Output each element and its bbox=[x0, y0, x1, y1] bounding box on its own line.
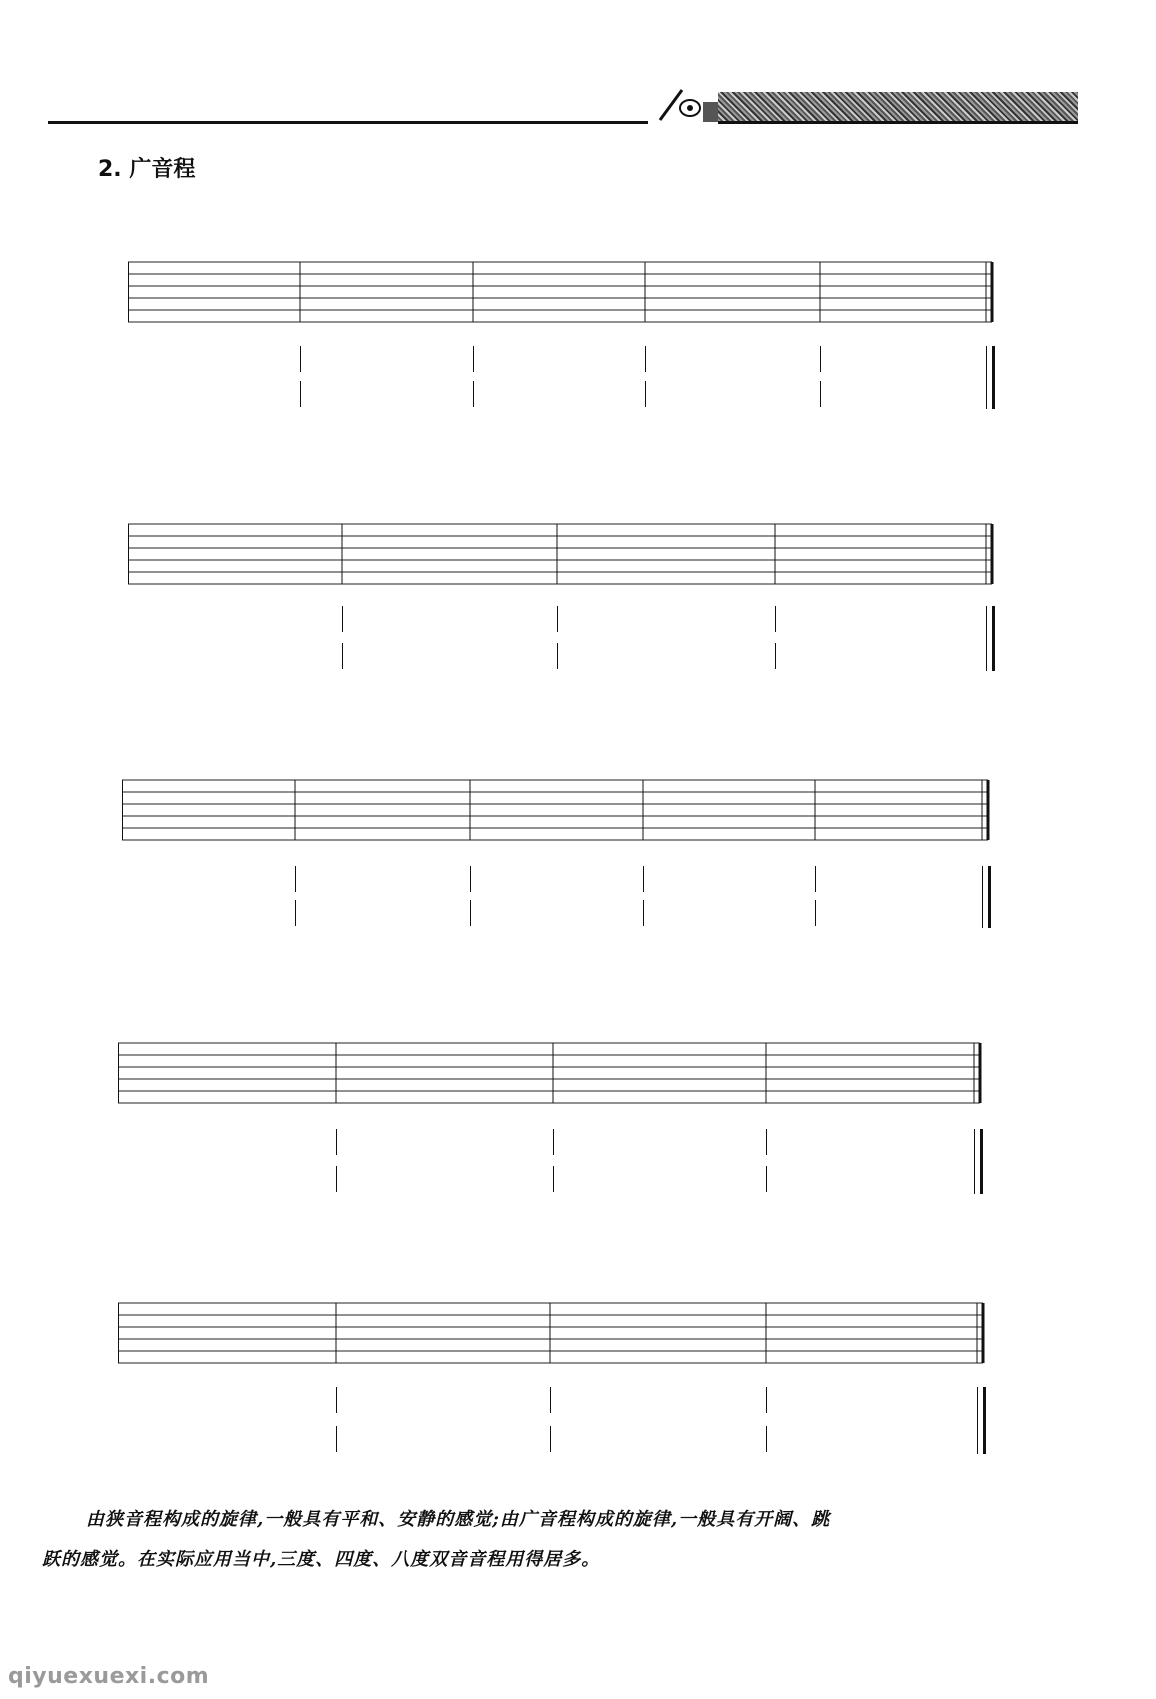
melody-bar-line bbox=[473, 381, 474, 407]
melody-bar-line bbox=[766, 1387, 767, 1413]
melody-bar-line bbox=[820, 381, 821, 407]
melody-bar-line bbox=[557, 606, 558, 632]
melody-bar-line bbox=[550, 1426, 551, 1452]
melody-end-bar bbox=[974, 1129, 975, 1194]
section-title: 2. 广音程 bbox=[98, 157, 196, 182]
melody-bar-line bbox=[643, 866, 644, 892]
tab-staff bbox=[118, 1303, 993, 1373]
melody-bar-line bbox=[820, 346, 821, 372]
melody-bar-line bbox=[645, 381, 646, 407]
melody-bar-line bbox=[557, 643, 558, 669]
tab-staff bbox=[128, 524, 1002, 594]
melody-end-bar bbox=[982, 866, 983, 928]
melody-bar-line bbox=[295, 900, 296, 926]
melody-bar-line bbox=[643, 900, 644, 926]
melody-bar-line bbox=[342, 643, 343, 669]
melody-end-bar bbox=[977, 1387, 978, 1454]
header-pattern-band bbox=[716, 92, 1078, 122]
melody-bar-line bbox=[336, 1387, 337, 1413]
melody-bar-line bbox=[553, 1166, 554, 1192]
guitar-icon bbox=[648, 86, 718, 124]
tab-staff bbox=[118, 1043, 990, 1113]
footer-line-1: 由狭音程构成的旋律,一般具有平和、安静的感觉;由广音程构成的旋律,一般具有开阔、跳 bbox=[86, 1509, 831, 1530]
melody-bar-line bbox=[295, 866, 296, 892]
melody-bar-line bbox=[550, 1387, 551, 1413]
footer-line-2: 跃的感觉。在实际应用当中,三度、四度、八度双音音程用得居多。 bbox=[42, 1549, 601, 1570]
melody-bar-line bbox=[775, 643, 776, 669]
melody-bar-line bbox=[766, 1129, 767, 1155]
melody-bar-line bbox=[300, 346, 301, 372]
melody-end-bar-thick bbox=[988, 866, 991, 928]
melody-bar-line bbox=[473, 346, 474, 372]
melody-end-bar-thick bbox=[992, 346, 995, 409]
melody-end-bar-thick bbox=[992, 606, 995, 671]
melody-bar-line bbox=[766, 1166, 767, 1192]
watermark: qiyuexuexi.com bbox=[8, 1664, 210, 1689]
melody-end-bar-thick bbox=[983, 1387, 986, 1454]
melody-end-bar bbox=[986, 346, 987, 409]
melody-bar-line bbox=[336, 1166, 337, 1192]
melody-bar-line bbox=[336, 1129, 337, 1155]
melody-bar-line bbox=[342, 606, 343, 632]
melody-bar-line bbox=[775, 606, 776, 632]
melody-bar-line bbox=[336, 1426, 337, 1452]
melody-bar-line bbox=[553, 1129, 554, 1155]
melody-bar-line bbox=[470, 866, 471, 892]
melody-bar-line bbox=[815, 866, 816, 892]
tab-staff bbox=[122, 780, 998, 850]
melody-bar-line bbox=[815, 900, 816, 926]
melody-bar-line bbox=[300, 381, 301, 407]
melody-bar-line bbox=[645, 346, 646, 372]
melody-end-bar bbox=[986, 606, 987, 671]
tab-staff bbox=[128, 262, 1002, 332]
melody-end-bar-thick bbox=[980, 1129, 983, 1194]
melody-bar-line bbox=[766, 1426, 767, 1452]
melody-bar-line bbox=[470, 900, 471, 926]
header-rule bbox=[48, 121, 1078, 124]
